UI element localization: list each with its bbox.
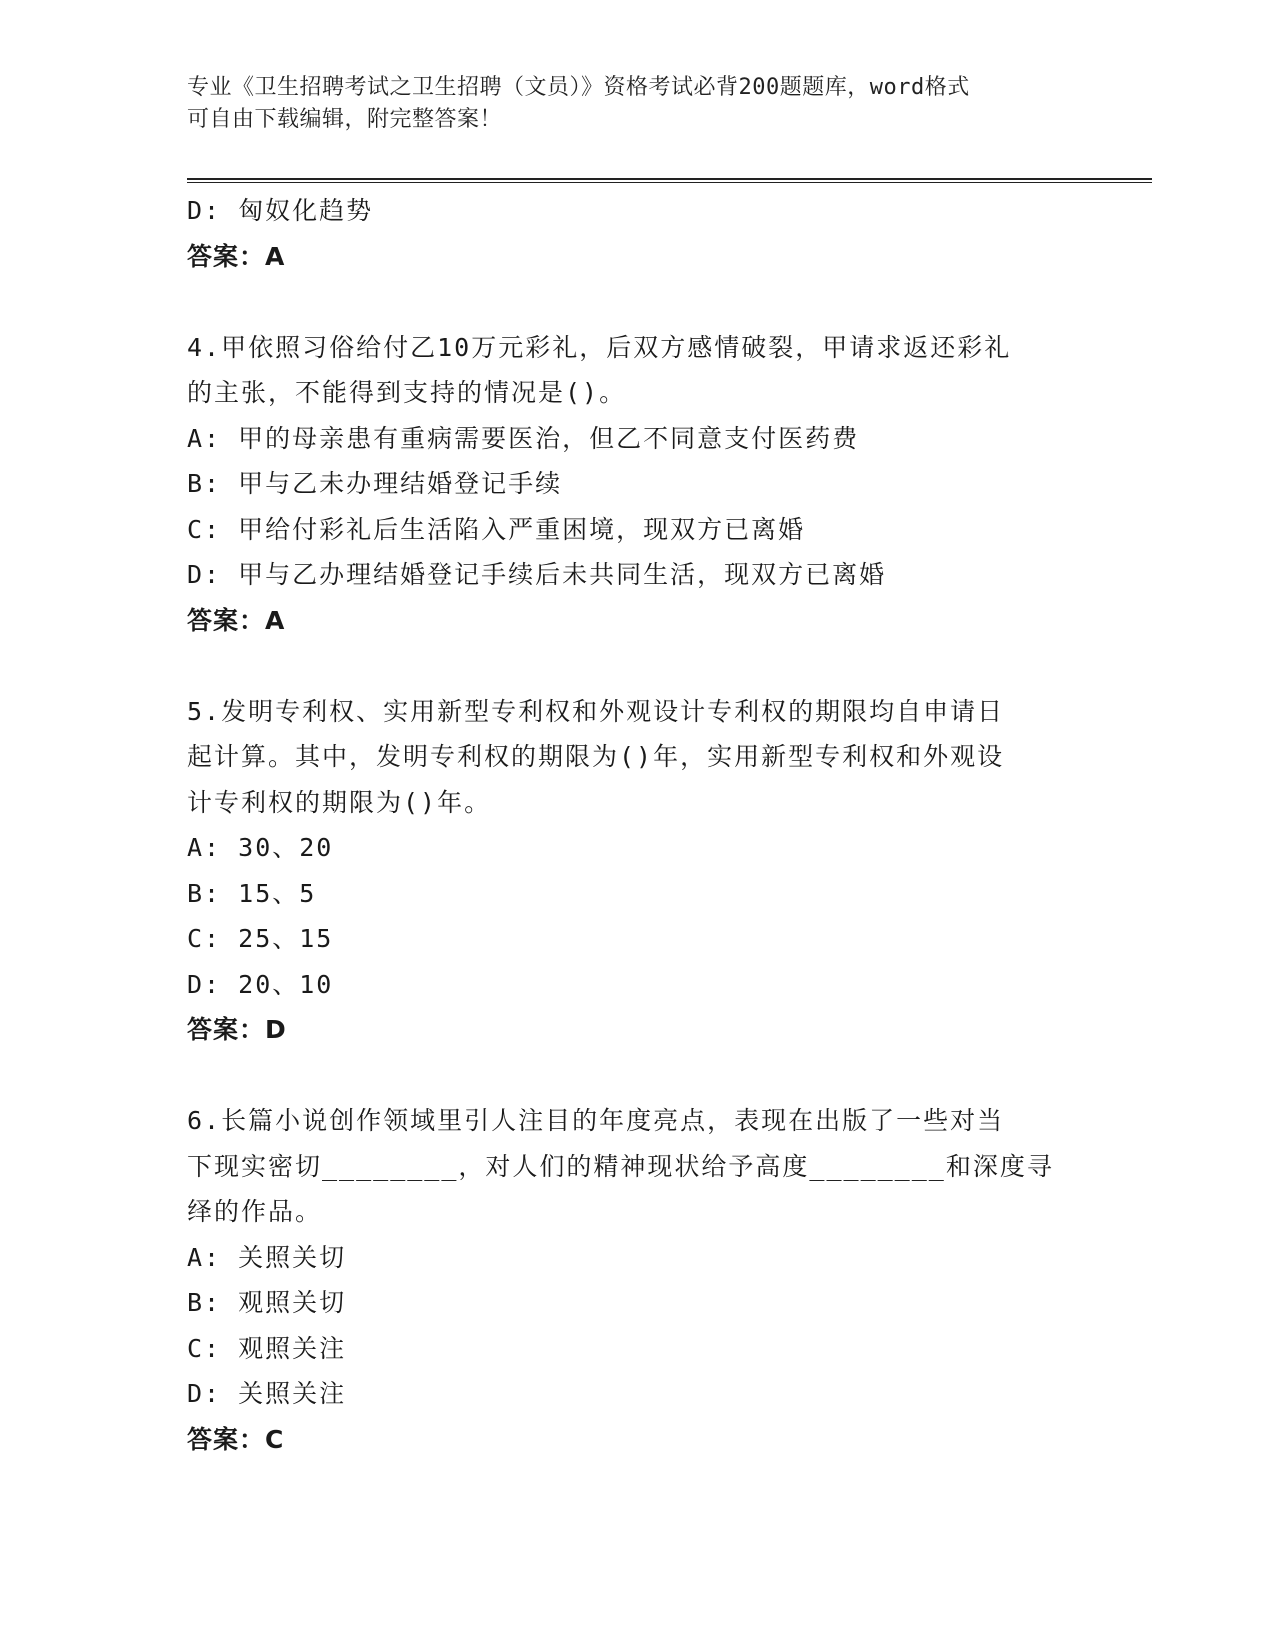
question-stem-line: 起计算。其中，发明专利权的期限为()年，实用新型专利权和外观设	[187, 742, 1005, 771]
option-c: C: 25、15	[187, 924, 334, 953]
spacer	[187, 1053, 1087, 1099]
header-title-line-2: 可自由下载编辑，附完整答案！	[187, 107, 503, 132]
option-d: D: 20、10	[187, 969, 334, 999]
option-d: D: 关照关注	[187, 1379, 347, 1408]
document-header	[187, 72, 1067, 136]
option-a: A: 关照关切	[187, 1242, 347, 1272]
option-c: C: 甲给付彩礼后生活陷入严重困境，现双方已离婚	[187, 514, 806, 544]
document-body	[187, 188, 1087, 1462]
carryover-answer: 答案：A	[187, 241, 286, 271]
carryover-option-d: D: 匈奴化趋势	[187, 196, 374, 225]
question-stem-line: 6.长篇小说创作领域里引人注目的年度亮点，表现在出版了一些对当	[187, 1106, 1005, 1135]
header-title-line-1: 专业《卫生招聘考试之卫生招聘（文员）》资格考试必背200题题库，word格式	[187, 75, 970, 100]
answer-line: 答案：D	[187, 1015, 287, 1044]
option-c: C: 观照关注	[187, 1333, 347, 1363]
question-stem-line: 绎的作品。	[187, 1197, 323, 1226]
question-stem-line: 5.发明专利权、实用新型专利权和外观设计专利权的期限均自申请日	[187, 696, 1005, 726]
question-stem-line: 的主张，不能得到支持的情况是()。	[187, 378, 627, 407]
question-5	[187, 689, 1087, 1053]
spacer	[187, 279, 1087, 325]
option-a: A: 30、20	[187, 833, 334, 862]
option-b: B: 15、5	[187, 878, 317, 908]
question-stem-line: 4.甲依照习俗给付乙10万元彩礼，后双方感情破裂，甲请求返还彩礼	[187, 332, 1012, 362]
question-4	[187, 325, 1087, 644]
spacer	[187, 643, 1087, 689]
header-divider	[187, 178, 1152, 183]
question-stem-line: 计专利权的期限为()年。	[187, 787, 492, 817]
option-b: B: 甲与乙未办理结婚登记手续	[187, 469, 563, 498]
answer-line: 答案：A	[187, 605, 286, 635]
option-d: D: 甲与乙办理结婚登记手续后未共同生活，现双方已离婚	[187, 560, 887, 589]
option-b: B: 观照关切	[187, 1288, 347, 1317]
option-a: A: 甲的母亲患有重病需要医治，但乙不同意支付医药费	[187, 423, 860, 453]
question-stem-line: 下现实密切________，对人们的精神现状给予高度________和深度寻	[187, 1151, 1054, 1181]
question-6	[187, 1098, 1087, 1462]
answer-line: 答案：C	[187, 1424, 285, 1454]
